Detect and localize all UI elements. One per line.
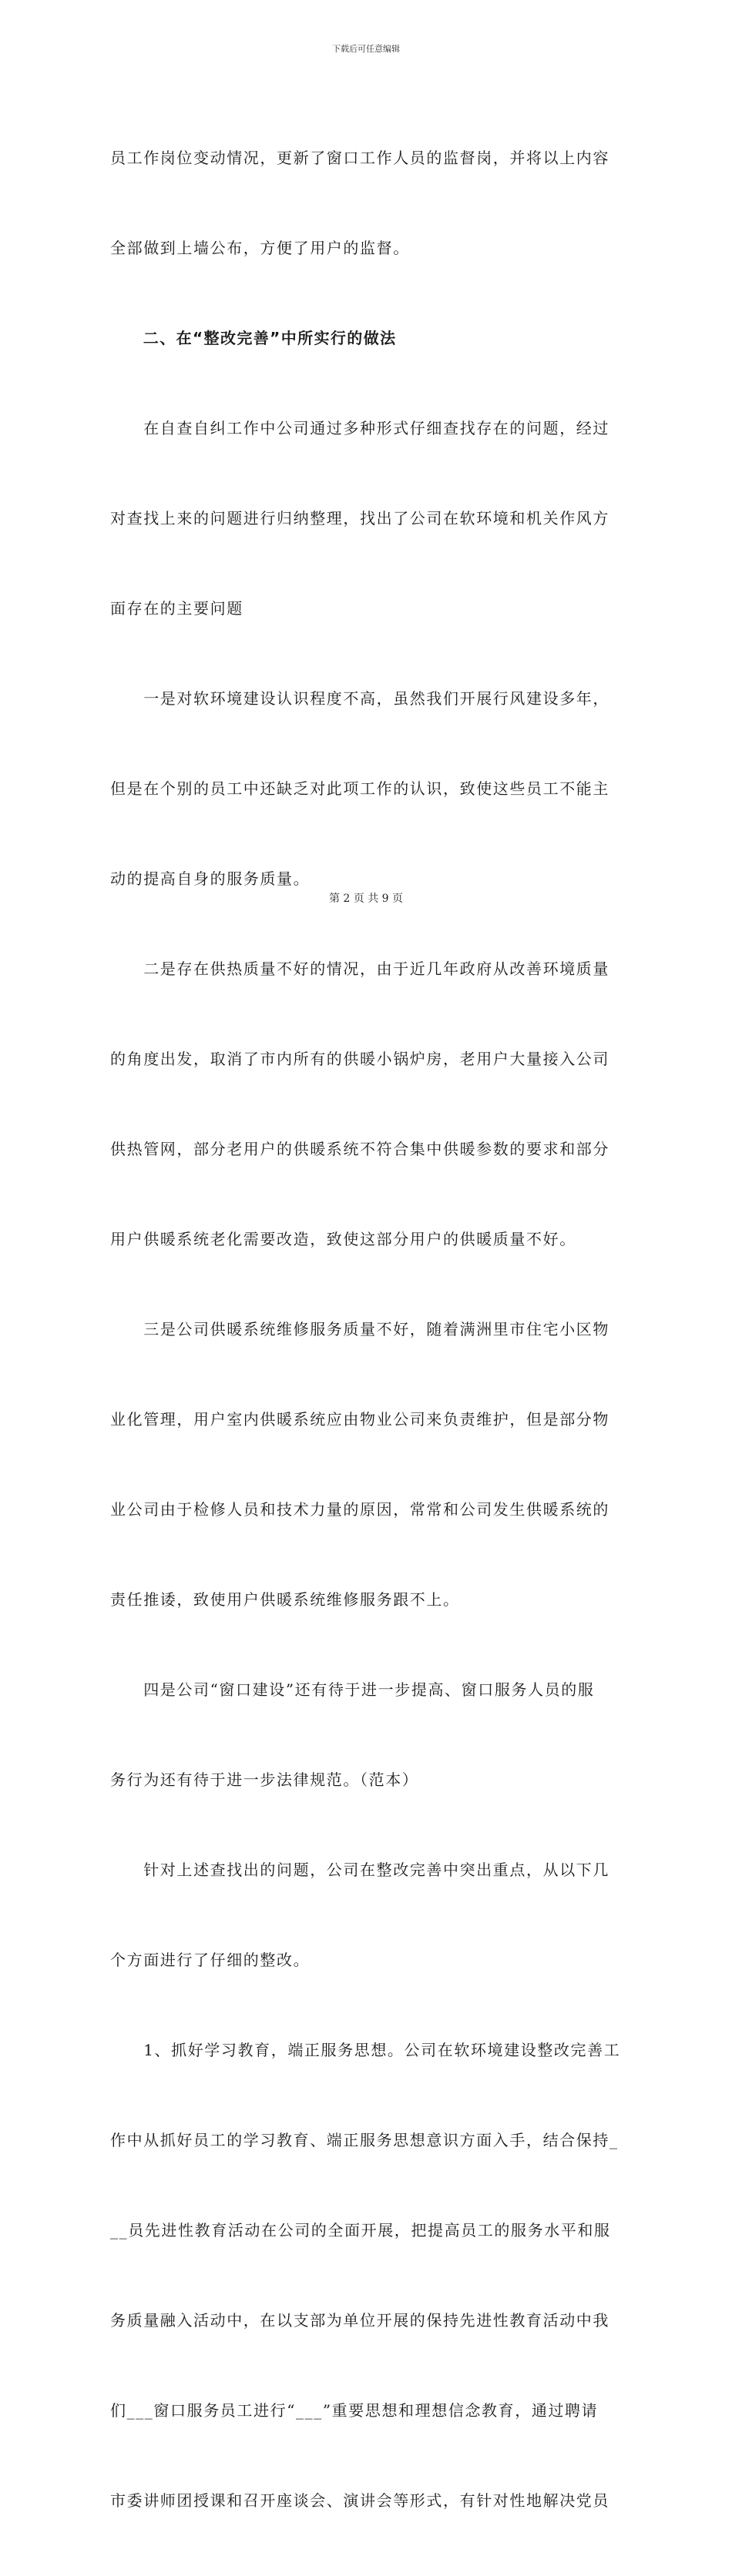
text-line: 针对上述查找出的问题，公司在整改完善中突出重点，从以下几 xyxy=(110,1861,609,1879)
text-line: 务行为还有待于进一步法律规范。（范本） xyxy=(110,1770,419,1789)
text-line: 全部做到上墙公布，方便了用户的监督。 xyxy=(110,239,410,257)
text-line: 个方面进行了仔细的整改。 xyxy=(110,1951,311,1969)
section-heading: 二、在“整改完善”中所实行的做法 xyxy=(110,329,397,347)
text-line: 业化管理，用户室内供暖系统应由物业公司来负责维护，但是部分物 xyxy=(110,1410,609,1429)
body-text xyxy=(110,83,625,2576)
text-line: 四是公司“窗口建设”还有待于进一步提高、窗口服务人员的服 xyxy=(110,1680,595,1699)
text-line: 二是存在供热质量不好的情况，由于近几年政府从改善环境质量 xyxy=(110,960,609,978)
document-body xyxy=(110,83,625,2576)
text-line: __员先进性教育活动在公司的全面开展，把提高员工的服务水平和服 xyxy=(110,2221,611,2239)
text-line: 们___窗口服务员工进行“___”重要思想和理想信念教育，通过聘请 xyxy=(110,2401,599,2420)
page-number: 第 2 页 共 9 页 xyxy=(328,893,404,905)
text-line: 用户供暖系统老化需要改造，致使这部分用户的供暖质量不好。 xyxy=(110,1230,576,1248)
text-line: 责任推诿，致使用户供暖系统维修服务跟不上。 xyxy=(110,1590,460,1609)
text-line: 员工作岗位变动情况，更新了窗口工作人员的监督岗，并将以上内容 xyxy=(110,149,609,167)
text-line: 对查找上来的问题进行归纳整理，找出了公司在软环境和机关作风方 xyxy=(110,509,609,528)
text-line: 在自查自纠工作中公司通过多种形式仔细查找存在的问题，经过 xyxy=(110,419,609,437)
text-line: 务质量融入活动中，在以支部为单位开展的保持先进性教育活动中我 xyxy=(110,2311,609,2330)
text-line: 的角度出发，取消了市内所有的供暖小锅炉房，老用户大量接入公司 xyxy=(110,1050,609,1068)
text-line: 供热管网，部分老用户的供暖系统不符合集中供暖参数的要求和部分 xyxy=(110,1140,609,1158)
text-line: 一是对软环境建设认识程度不高，虽然我们开展行风建设多年， xyxy=(110,689,609,708)
text-line: 面存在的主要问题 xyxy=(110,599,243,618)
text-line: 但是在个别的员工中还缺乏对此项工作的认识，致使这些员工不能主 xyxy=(110,779,609,798)
text-line: 业公司由于检修人员和技术力量的原因，常常和公司发生供暖系统的 xyxy=(110,1500,609,1519)
text-line: 作中从抓好员工的学习教育、端正服务思想意识方面入手，结合保持_ xyxy=(110,2131,619,2149)
text-line: 动的提高自身的服务质量。 xyxy=(110,869,311,888)
text-line: 市委讲师团授课和召开座谈会、演讲会等形式，有针对性地解决党员 xyxy=(110,2491,609,2510)
text-line: 三是公司供暖系统维修服务质量不好，随着满洲里市住宅小区物 xyxy=(110,1320,609,1338)
text-line: 1、抓好学习教育，端正服务思想。公司在软环境建设整改完善工 xyxy=(110,2041,621,2059)
page-header: 下载后可任意编辑 xyxy=(332,44,400,54)
